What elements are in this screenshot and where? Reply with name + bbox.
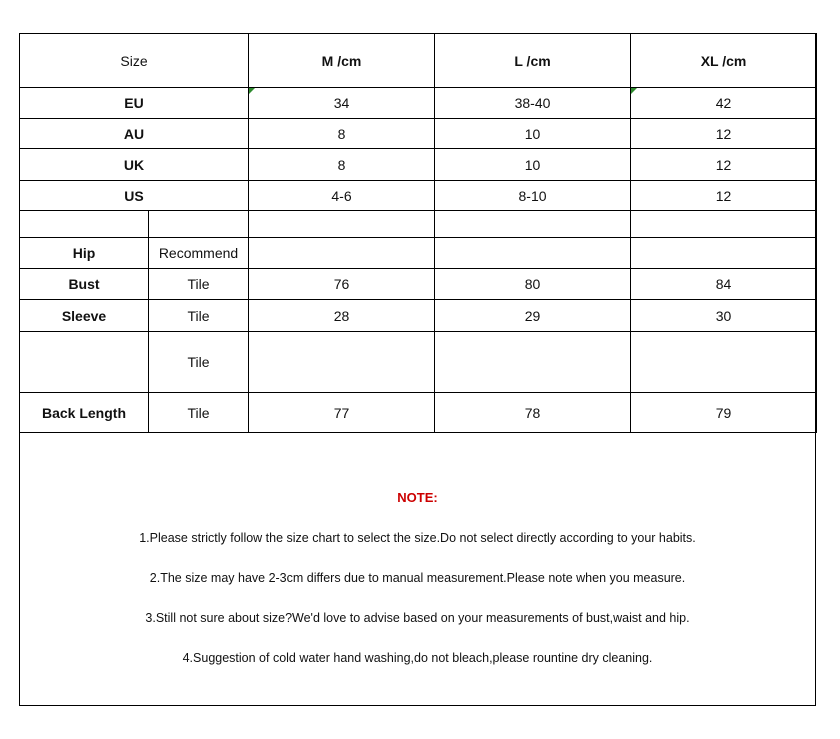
note-item: 3.Still not sure about size?We'd love to advise based on your measurements of bust,waist and hip. <box>145 611 690 625</box>
blank-method: Tile <box>149 332 249 393</box>
cell-comment-marker <box>249 88 255 94</box>
eu-m: 34 <box>249 88 435 119</box>
sleeve-row <box>20 300 817 332</box>
back-length-xl: 79 <box>631 393 817 433</box>
sleeve-label: Sleeve <box>20 300 149 332</box>
uk-xl: 12 <box>631 149 817 181</box>
sleeve-l: 29 <box>435 300 631 332</box>
us-l: 8-10 <box>435 181 631 211</box>
empty-cell <box>631 211 817 238</box>
note-item: 2.The size may have 2-3cm differs due to manual measurement.Please note when you measure. <box>149 571 686 585</box>
back-length-label: Back Length <box>20 393 149 433</box>
hip-m <box>249 238 435 269</box>
us-m: 4-6 <box>249 181 435 211</box>
uk-m: 8 <box>249 149 435 181</box>
hip-label: Hip <box>20 238 149 269</box>
back-length-m: 77 <box>249 393 435 433</box>
blank-row <box>20 332 817 393</box>
bust-row <box>20 269 817 300</box>
notes-section <box>19 432 816 706</box>
us-row <box>20 181 817 211</box>
empty-cell <box>631 332 817 393</box>
bust-xl: 84 <box>631 269 817 300</box>
size-chart-table <box>19 33 817 433</box>
header-l: L /cm <box>435 34 631 88</box>
empty-cell <box>149 211 249 238</box>
eu-l: 38-40 <box>435 88 631 119</box>
eu-xl: 42 <box>631 88 817 119</box>
hip-method: Recommend <box>149 238 249 269</box>
header-m: M /cm <box>249 34 435 88</box>
eu-row <box>20 88 817 119</box>
empty-cell <box>20 332 149 393</box>
uk-label: UK <box>20 149 249 181</box>
us-xl: 12 <box>631 181 817 211</box>
hip-xl <box>631 238 817 269</box>
bust-m: 76 <box>249 269 435 300</box>
empty-cell <box>435 211 631 238</box>
bust-l: 80 <box>435 269 631 300</box>
eu-label: EU <box>20 88 249 119</box>
au-row <box>20 119 817 149</box>
sleeve-method: Tile <box>149 300 249 332</box>
size-title: Size <box>20 34 249 88</box>
cell-comment-marker <box>631 88 637 94</box>
au-xl: 12 <box>631 119 817 149</box>
bust-label: Bust <box>20 269 149 300</box>
header-row <box>20 34 817 88</box>
back-length-method: Tile <box>149 393 249 433</box>
us-label: US <box>20 181 249 211</box>
au-label: AU <box>20 119 249 149</box>
empty-cell <box>249 332 435 393</box>
header-xl: XL /cm <box>631 34 817 88</box>
empty-cell <box>249 211 435 238</box>
au-l: 10 <box>435 119 631 149</box>
empty-cell <box>435 332 631 393</box>
note-item: 4.Suggestion of cold water hand washing,do not bleach,please rountine dry cleaning. <box>182 651 653 665</box>
back-length-row <box>20 393 817 433</box>
bust-method: Tile <box>149 269 249 300</box>
back-length-l: 78 <box>435 393 631 433</box>
hip-l <box>435 238 631 269</box>
uk-row <box>20 149 817 181</box>
hip-row <box>20 238 817 269</box>
uk-l: 10 <box>435 149 631 181</box>
sleeve-m: 28 <box>249 300 435 332</box>
spacer-row <box>20 211 817 238</box>
notes-title: NOTE: <box>397 490 438 505</box>
sleeve-xl: 30 <box>631 300 817 332</box>
au-m: 8 <box>249 119 435 149</box>
empty-cell <box>20 211 149 238</box>
note-item: 1.Please strictly follow the size chart to select the size.Do not select directly according to your habits. <box>139 531 696 545</box>
